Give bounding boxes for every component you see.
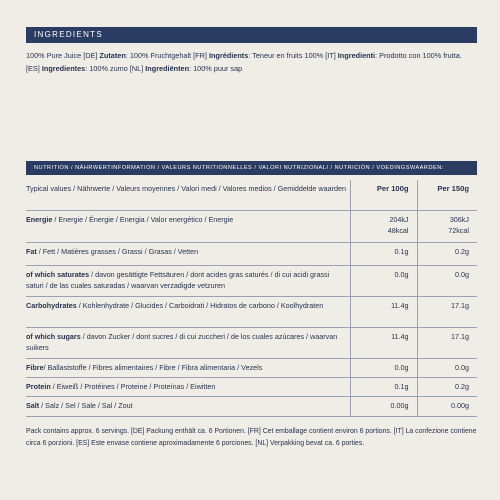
- row-label-bold: Carbohydrates: [26, 301, 77, 310]
- table-row-salt: [26, 397, 477, 417]
- value-per-100g: 0.00g: [351, 397, 417, 417]
- row-label: [26, 359, 351, 378]
- value-per-100g: [351, 211, 417, 243]
- value-kj: 204kJ: [389, 215, 409, 224]
- ingredients-label-es: Ingredientes: [41, 64, 86, 73]
- row-label: [26, 397, 351, 417]
- ingredients-text-part: : Teneur en fruits 100% [IT]: [248, 51, 338, 60]
- table-row-energy: [26, 211, 477, 243]
- ingredients-text-part: : 100% puur sap: [189, 64, 243, 73]
- row-label-bold: Salt: [26, 401, 40, 410]
- header-per-100g: Per 100g: [351, 180, 417, 211]
- ingredients-text: [26, 49, 477, 75]
- row-label-rest: / Salz / Sel / Sale / Sal / Zout: [39, 401, 133, 410]
- value-per-150g: 0.0g: [417, 266, 477, 297]
- row-label-rest: / davon gesättigte Fettsäuren / dont acides gras saturés / di cui acidi grassi saturi / de las cuales saturadas / waarvan verzadigde vetzuren: [26, 270, 330, 290]
- table-row-protein: [26, 378, 477, 397]
- row-label: [26, 243, 351, 266]
- row-label: [26, 297, 351, 328]
- value-per-100g: 0.1g: [351, 378, 417, 397]
- nutrition-header-row: [26, 180, 477, 211]
- row-label-bold: Energie: [26, 215, 53, 224]
- value-per-150g: 0.00g: [417, 397, 477, 417]
- row-label: [26, 328, 351, 359]
- header-label: Typical values / Nährwerte / Valeurs moyennes / Valori medi / Valores medios / Gemiddelde waarden: [26, 180, 351, 211]
- ingredients-text-part: 100% Pure Juice [DE]: [26, 51, 100, 60]
- table-row-carbohydrates: [26, 297, 477, 328]
- servings-note: Pack contains approx. 6 servings. [DE] Packung enthält ca. 6 Portionen. [FR] Cet emballage contient environ 6 portions. [IT] La confezione contiene circa 6 porzioni. [ES] Este envase contiene aproximadamente 6 porciones. [NL] Verpakking bevat ca. 6 porties.: [26, 428, 477, 447]
- row-label-rest: / Eiweiß / Protéines / Proteine / Proteínas / Eiwitten: [50, 382, 216, 391]
- ingredients-heading: INGREDIENTS: [26, 27, 477, 43]
- nutrition-heading: NUTRITION / NÄHRWERTINFORMATION / VALEURS NUTRITIONNELLES / VALORI NUTRIZIONALI / NUTRICIÓN / VOEDINGSWAARDEN:: [26, 161, 477, 175]
- ingredients-label-nl: Ingrediënten: [145, 64, 190, 73]
- row-label: [26, 378, 351, 397]
- row-label-bold: Protein: [26, 382, 51, 391]
- ingredients-label-it: Ingredienti: [337, 51, 376, 60]
- header-per-150g: Per 150g: [417, 180, 477, 211]
- value-kcal: 48kcal: [387, 226, 409, 235]
- row-label-bold: Fibre: [26, 363, 44, 372]
- value-per-150g: 0.0g: [417, 359, 477, 378]
- ingredients-label-fr: Ingrédients: [208, 51, 249, 60]
- row-label-bold: Fat: [26, 247, 37, 256]
- row-label: [26, 211, 351, 243]
- value-per-100g: 11.4g: [351, 297, 417, 328]
- row-label-rest: / Energie / Énergie / Energia / Valor energético / Energie: [52, 215, 234, 224]
- ingredients-text-part: : 100% Fruchtgehalt [FR]: [125, 51, 209, 60]
- value-per-150g: 0.2g: [417, 243, 477, 266]
- ingredients-line-2: [26, 62, 477, 75]
- value-kcal: 72kcal: [448, 226, 469, 235]
- value-per-100g: 0.0g: [351, 266, 417, 297]
- row-label-bold: of which saturates: [26, 270, 90, 279]
- row-label-bold: of which sugars: [26, 332, 81, 341]
- table-row-sugars: [26, 328, 477, 359]
- value-kj: 306kJ: [449, 215, 469, 224]
- value-per-100g: 0.1g: [351, 243, 417, 266]
- ingredients-line-1: [26, 49, 477, 62]
- table-row-saturates: [26, 266, 477, 297]
- row-label: [26, 266, 351, 297]
- value-per-150g: 17.1g: [417, 328, 477, 359]
- row-label-rest: / Ballaststoffe / Fibres alimentaires / Fibre / Fibra alimentaria / Vezels: [43, 363, 263, 372]
- value-per-100g: 0.0g: [351, 359, 417, 378]
- row-label-rest: / davon Zucker / dont sucres / di cui zuccheri / de los cuales azúcares / waarvan suikers: [26, 332, 338, 352]
- ingredients-text-part: [ES]: [26, 64, 42, 73]
- value-per-150g: 0.2g: [417, 378, 477, 397]
- ingredients-text-part: : Prodotto con 100% frutta.: [375, 51, 462, 60]
- ingredients-label-de: Zutaten: [99, 51, 126, 60]
- row-label-rest: / Fett / Matières grasses / Grassi / Grasas / Vetten: [36, 247, 199, 256]
- ingredients-text-part: : 100% zumo [NL]: [85, 64, 146, 73]
- value-per-100g: 11.4g: [351, 328, 417, 359]
- nutrition-table: [26, 180, 477, 417]
- value-per-150g: 17.1g: [417, 297, 477, 328]
- value-per-150g: [417, 211, 477, 243]
- row-label-rest: / Kohlenhydrate / Glucides / Carboidrati / Hidratos de carbono / Koolhydraten: [76, 301, 324, 310]
- table-row-fibre: [26, 359, 477, 378]
- table-row-fat: [26, 243, 477, 266]
